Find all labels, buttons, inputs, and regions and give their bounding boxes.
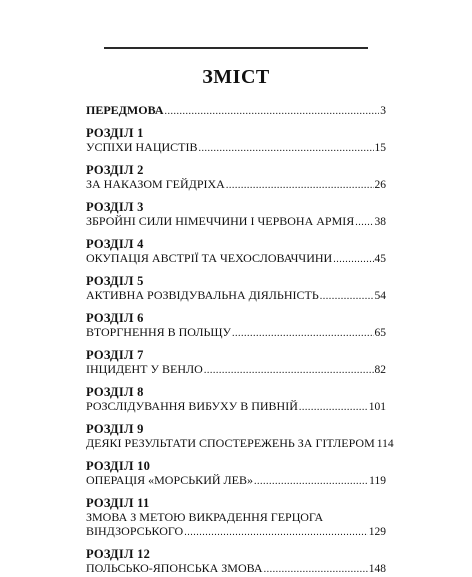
dot-leader — [199, 142, 374, 156]
chapter-label: РОЗДІЛ 2 — [86, 163, 144, 177]
page-number: 65 — [374, 327, 386, 339]
toc-entry-chapter-11[interactable] — [86, 496, 386, 540]
chapter-label: РОЗДІЛ 10 — [86, 459, 151, 473]
chapter-label: РОЗДІЛ 5 — [86, 274, 144, 288]
page-number: 3 — [380, 105, 386, 117]
page-number: 82 — [374, 364, 386, 376]
chapter-title: ОПЕРАЦІЯ «МОРСЬКИЙ ЛЕВ» — [86, 473, 253, 487]
page-number: 114 — [376, 438, 394, 450]
chapter-title: ПОЛЬСЬКО-ЯПОНСЬКА ЗМОВА — [86, 561, 263, 575]
toc-entry-chapter-12[interactable] — [86, 547, 386, 577]
page-number: 45 — [374, 253, 386, 265]
page-title: ЗМІСТ — [202, 66, 270, 88]
chapter-title: АКТИВНА РОЗВІДУВАЛЬНА ДІЯЛЬНІСТЬ — [86, 288, 319, 302]
dot-leader — [232, 327, 374, 341]
dot-leader — [165, 105, 380, 119]
toc-entry-chapter-3[interactable] — [86, 200, 386, 230]
page-number: 101 — [368, 401, 386, 413]
toc-entry-chapter-5[interactable] — [86, 274, 386, 304]
chapter-title: ВІНДЗОРСЬКОГО — [86, 524, 184, 538]
chapter-label: РОЗДІЛ 9 — [86, 422, 144, 436]
toc-entry-chapter-2[interactable] — [86, 163, 386, 193]
chapter-label: РОЗДІЛ 6 — [86, 311, 144, 325]
chapter-title: ІНЦИДЕНТ У ВЕНЛО — [86, 362, 203, 376]
dot-leader — [355, 216, 373, 230]
table-of-contents — [86, 103, 394, 577]
chapter-title: ЗБРОЙНІ СИЛИ НІМЕЧЧИНИ І ЧЕРВОНА АРМІЯ — [86, 214, 355, 228]
chapter-label: РОЗДІЛ 7 — [86, 348, 144, 362]
chapter-label: РОЗДІЛ 8 — [86, 385, 144, 399]
chapter-title: ОКУПАЦІЯ АВСТРІЇ ТА ЧЕХОСЛОВАЧЧИНИ — [86, 251, 333, 265]
header-rule — [104, 47, 368, 49]
toc-entry-chapter-4[interactable] — [86, 237, 386, 267]
dot-leader — [254, 475, 368, 489]
toc-entry-chapter-8[interactable] — [86, 385, 386, 415]
toc-entry-chapter-10[interactable] — [86, 459, 386, 489]
chapter-label: РОЗДІЛ 12 — [86, 547, 151, 561]
dot-leader — [226, 179, 374, 193]
page-number: 148 — [368, 563, 386, 575]
chapter-title: ДЕЯКІ РЕЗУЛЬТАТИ СПОСТЕРЕЖЕНЬ ЗА ГІТЛЕРОМ — [86, 436, 375, 450]
chapter-title: ЗА НАКАЗОМ ГЕЙДРІХА — [86, 177, 225, 191]
dot-leader — [333, 253, 373, 267]
dot-leader — [204, 364, 374, 378]
chapter-label: РОЗДІЛ 11 — [86, 496, 150, 510]
dot-leader — [184, 526, 368, 540]
preface-label: ПЕРЕДМОВА — [86, 103, 164, 117]
page-number: 119 — [369, 475, 386, 487]
toc-entry-chapter-1[interactable] — [86, 126, 386, 156]
dot-leader — [320, 290, 374, 304]
chapter-title: РОЗСЛІДУВАННЯ ВИБУХУ В ПИВНІЙ — [86, 399, 298, 413]
chapter-label: РОЗДІЛ 1 — [86, 126, 144, 140]
chapter-label: РОЗДІЛ 4 — [86, 237, 144, 251]
page-number: 15 — [374, 142, 386, 154]
toc-entry-chapter-7[interactable] — [86, 348, 386, 378]
toc-entry-chapter-6[interactable] — [86, 311, 386, 341]
chapter-title: УСПІХИ НАЦИСТІВ — [86, 140, 198, 154]
toc-entry-preface[interactable] — [86, 103, 386, 119]
dot-leader — [299, 401, 368, 415]
page-number: 26 — [374, 179, 386, 191]
chapter-label: РОЗДІЛ 3 — [86, 200, 144, 214]
page-number: 129 — [368, 526, 386, 538]
toc-entry-chapter-9[interactable] — [86, 422, 394, 452]
dot-leader — [264, 563, 368, 577]
page-number: 54 — [374, 290, 386, 302]
chapter-title-line-1: ЗМОВА З МЕТОЮ ВИКРАДЕННЯ ГЕРЦОГА — [86, 510, 324, 524]
page-number: 38 — [374, 216, 386, 228]
chapter-title: ВТОРГНЕННЯ В ПОЛЬЩУ — [86, 325, 231, 339]
